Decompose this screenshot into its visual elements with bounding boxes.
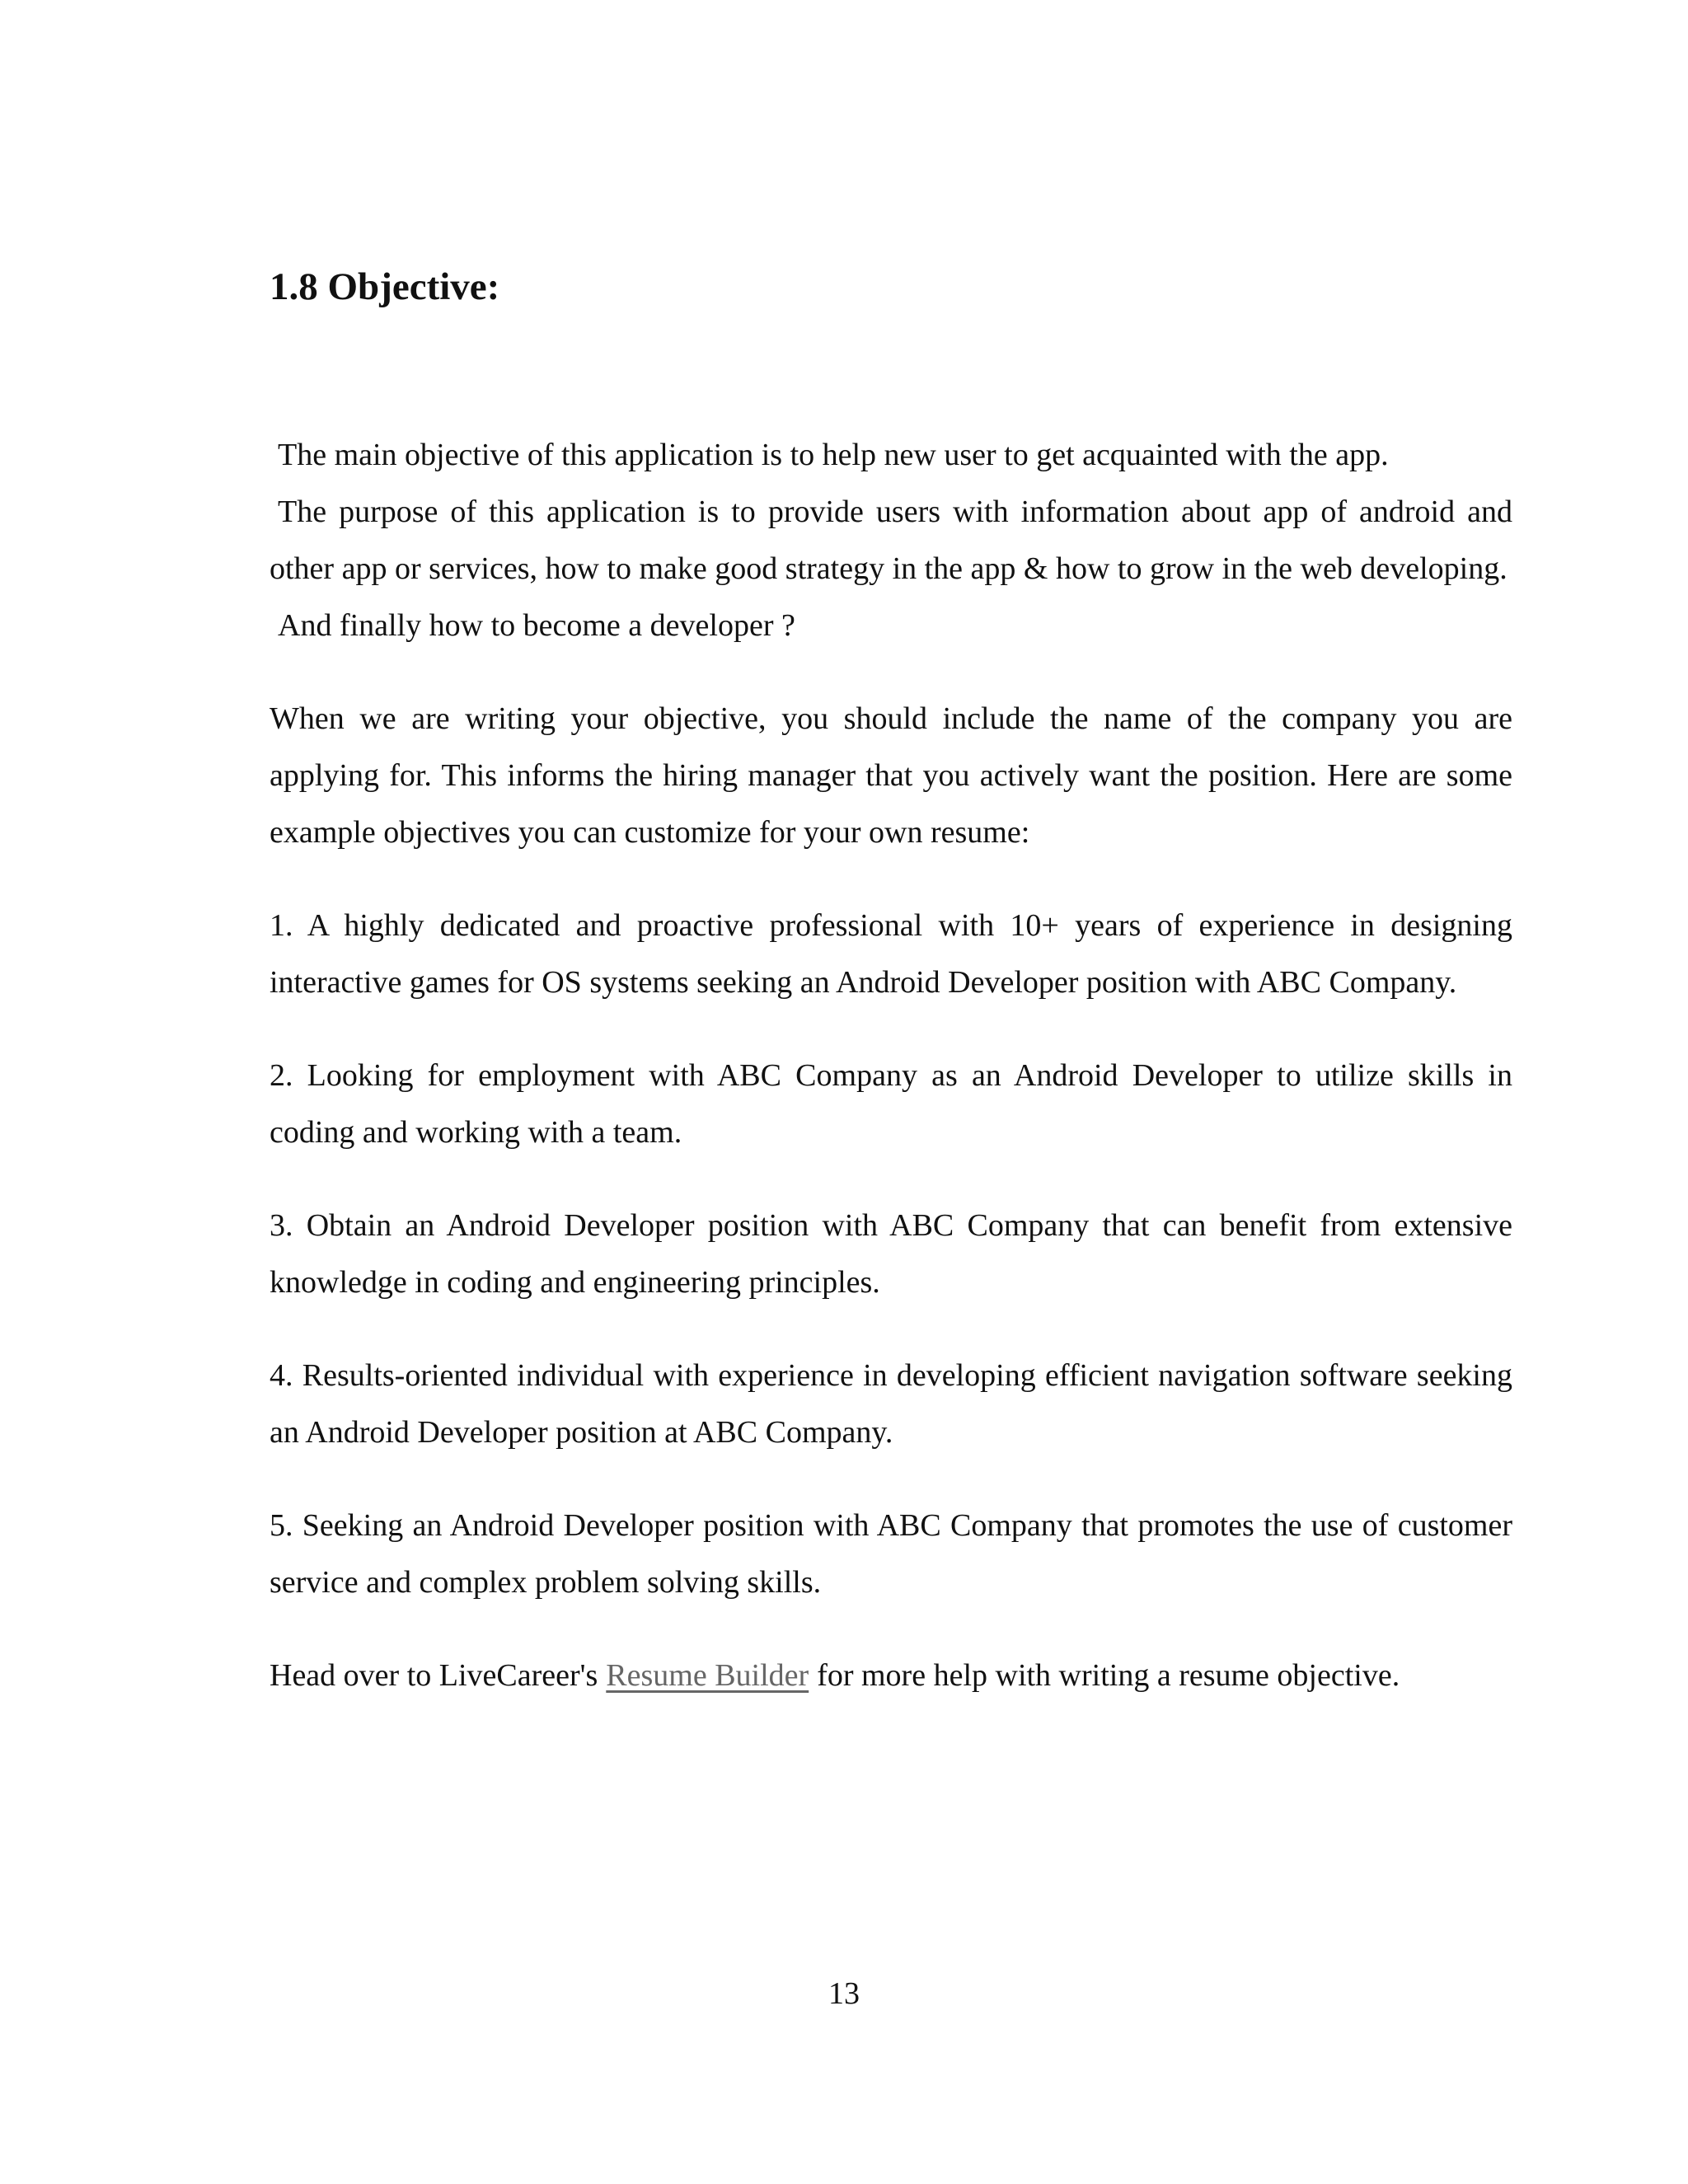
section-heading: 1.8 Objective: [270,265,500,308]
guidance-paragraph: When we are writing your objective, you should include the name of the company you are applying for. This informs the hiring manager that you actively want the position. Here are some example objectives you can customize for your own resume: [270,701,1512,850]
example-objective-1: 1. A highly dedicated and proactive professional with 10+ years of experience in designing interactive games for OS systems seeking an Android Developer position with ABC Company. [270,908,1512,1000]
example-objective-2: 2. Looking for employment with ABC Company as an Android Developer to utilize skills in coding and working with a team. [270,1058,1512,1150]
example-objective-5: 5. Seeking an Android Developer position with ABC Company that promotes the use of customer service and complex problem solving skills. [270,1508,1512,1600]
closing-line [270,1647,1512,1704]
page-number: 13 [828,1976,860,2011]
example-objective-3: 3. Obtain an Android Developer position with ABC Company that can benefit from extensive knowledge in coding and engineering principles. [270,1208,1512,1300]
intro-purpose-paragraph: The purpose of this application is to provide users with information about app of android and other app or services, how to make good strategy in the app & how to grow in the web developing. [270,494,1512,586]
closing-suffix: for more help with writing a resume objective. [817,1658,1400,1693]
intro-finally-line: And finally how to become a developer ? [278,608,795,643]
example-objective-4: 4. Results-oriented individual with experience in developing efficient navigation software seeking an Android Developer position at ABC Company. [270,1358,1512,1450]
intro-objective-line: The main objective of this application is to help new user to get acquainted with the app. [278,438,1389,472]
resume-builder-link[interactable]: Resume Builder [606,1658,809,1693]
closing-prefix: Head over to LiveCareer's [270,1658,598,1693]
body-content [270,427,1512,1704]
